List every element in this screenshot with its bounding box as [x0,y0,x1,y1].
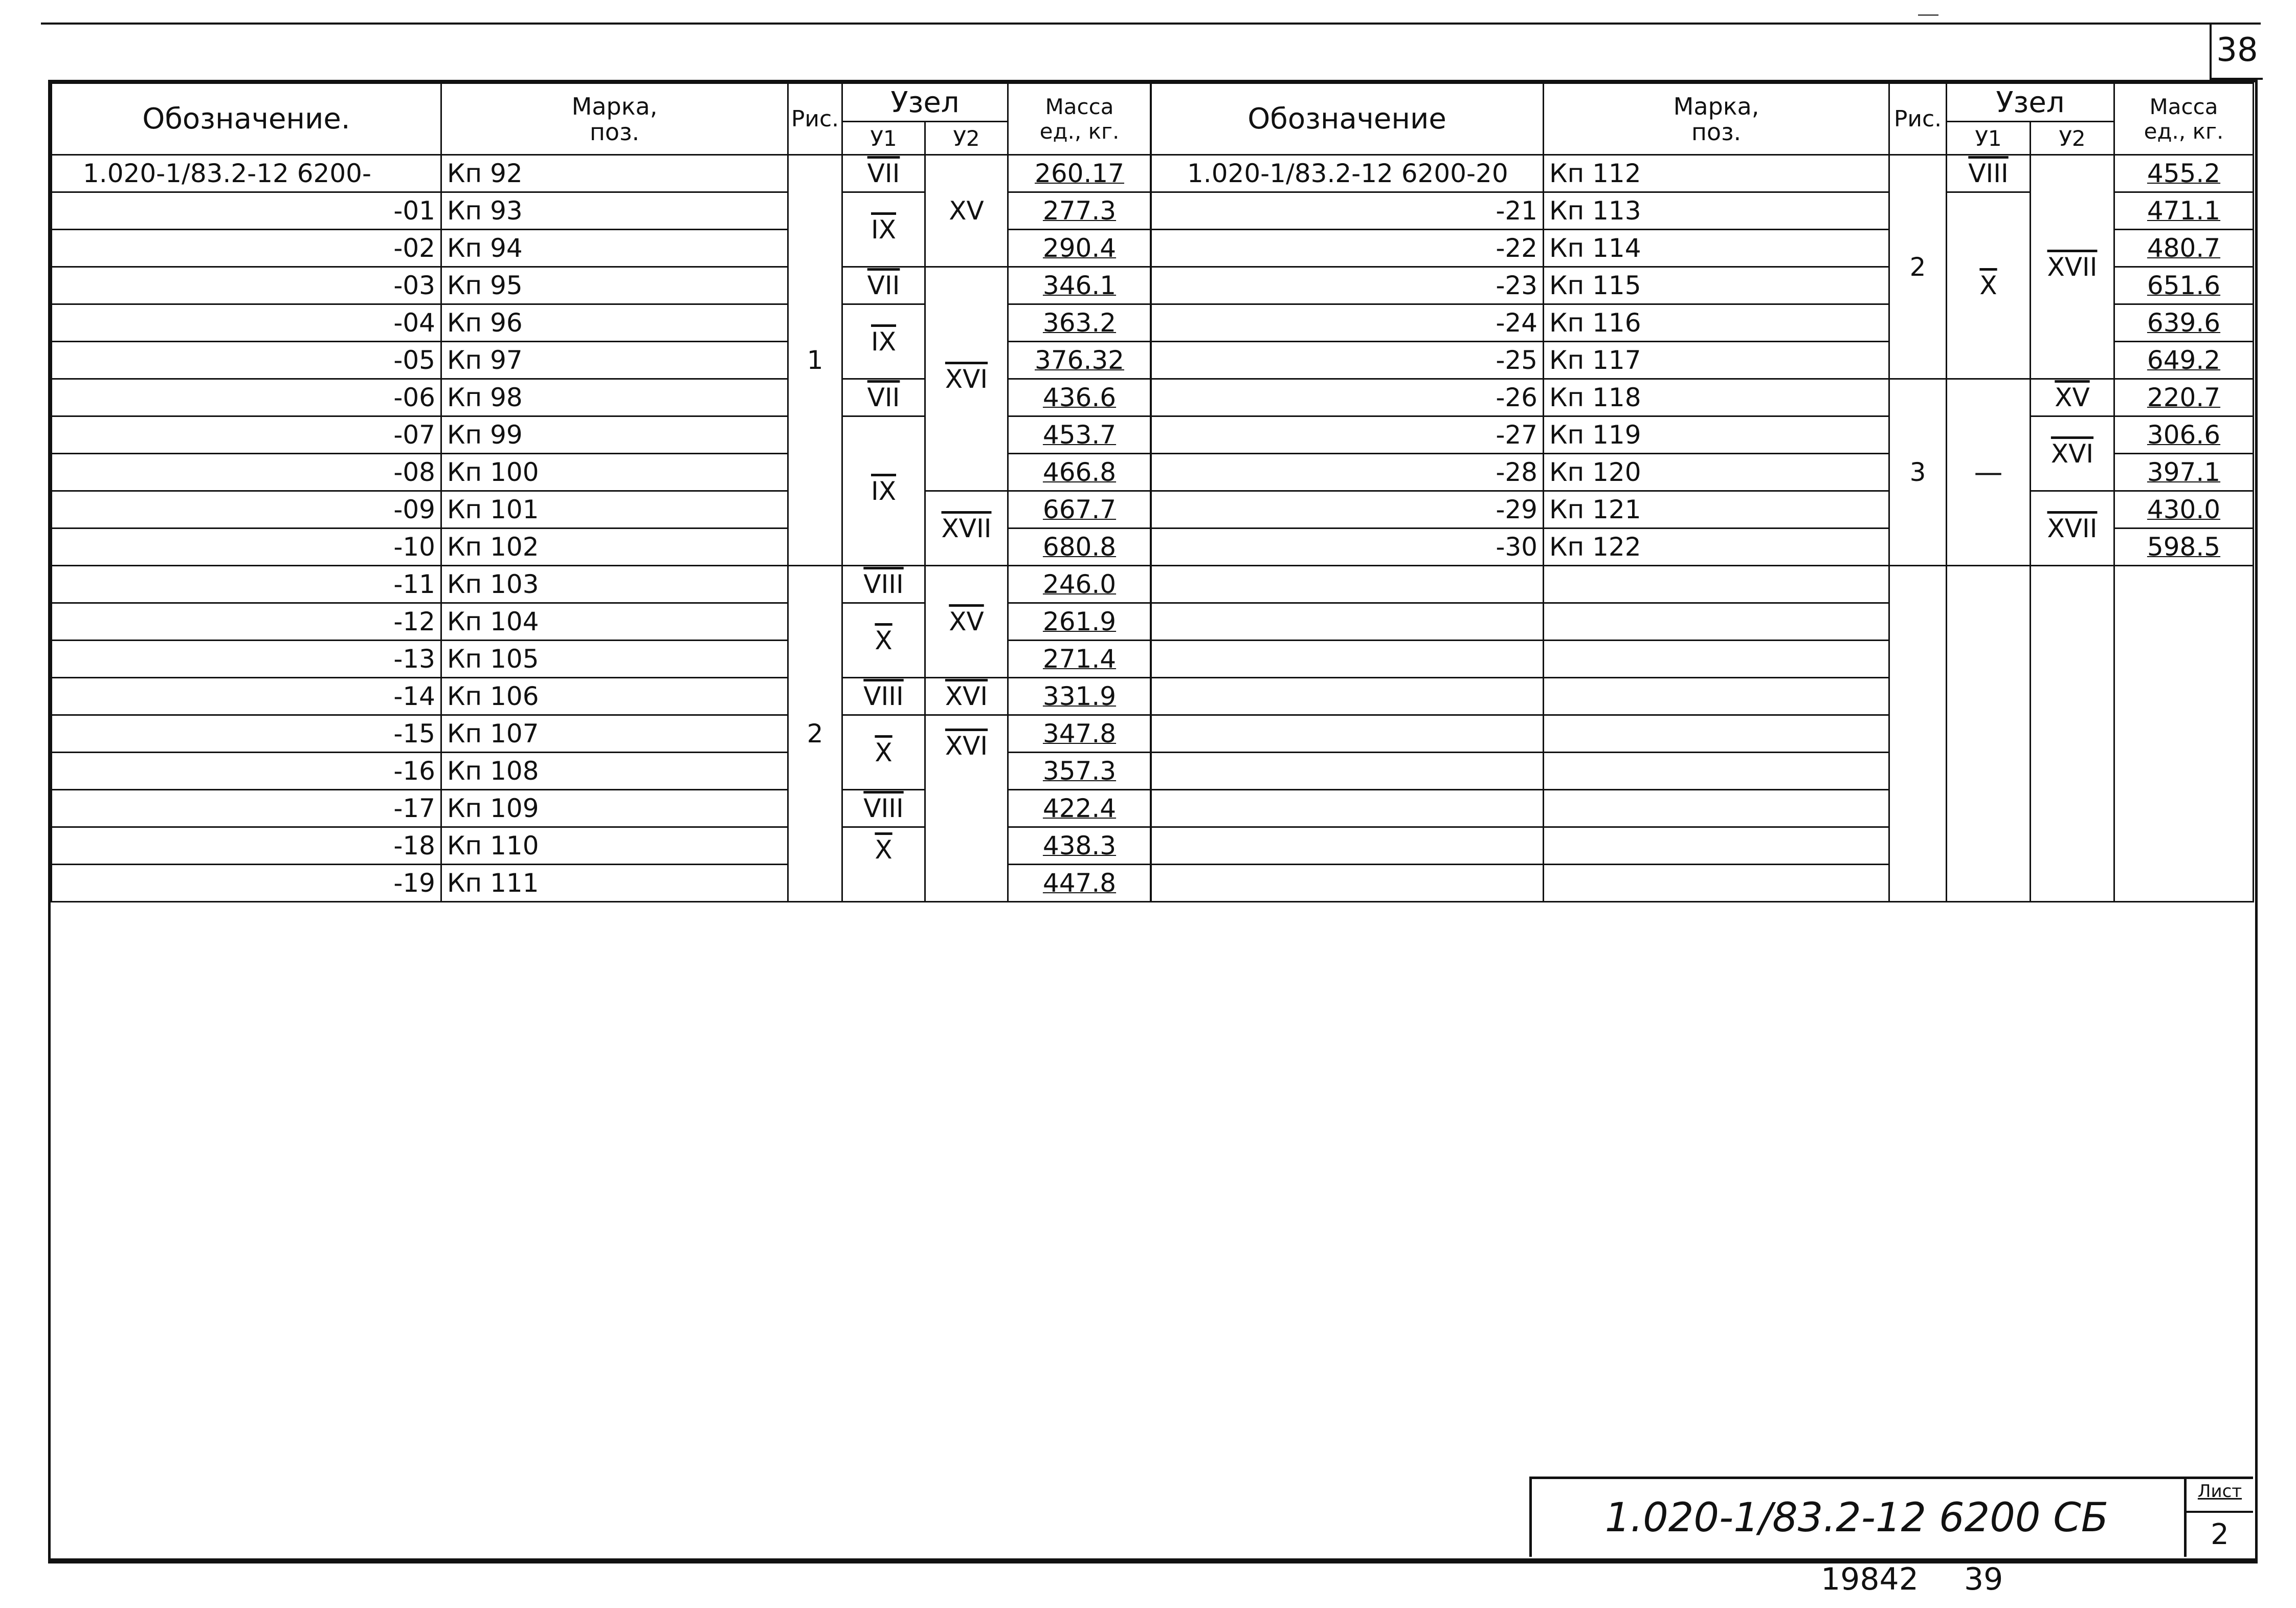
oboz-cell: -22 [1151,230,1544,267]
u2-node: $\overline{XVI}$ [925,267,1008,491]
oboz-cell: -12 [52,603,441,641]
mass-cell: 455.2 [2114,155,2254,192]
oboz-cell: -07 [52,416,441,454]
mass-cell: 220.7 [2114,379,2254,416]
marka-cell: Кп 113 [1544,192,1889,230]
top-tick [1918,14,1938,16]
u1-node: VIII [842,566,925,603]
archive-page: 39 [1964,1561,2003,1597]
mass-cell: 667.7 [1008,491,1151,528]
u2-node: XVII [2031,155,2114,379]
marka-cell: Кп 122 [1544,528,1889,566]
header-massa: Масса ед., кг. [2114,83,2254,155]
u1-node: $\overline{VII}$ [842,155,925,192]
u1-node: $\overline{X}$ [842,715,925,790]
mass-cell: 422.4 [1008,790,1151,827]
marka-cell: Кп 106 [441,678,788,715]
spec-table-right [1150,82,2254,902]
mass-cell: 261.9 [1008,603,1151,641]
table-row [52,566,1151,603]
table-row [1151,416,2254,454]
marka-cell: Кп 100 [441,454,788,491]
header-u1: У1 [842,122,925,155]
header-marka: Марка, поз. [1544,83,1889,155]
u2-node: $\overline{XVI}$ [925,715,1008,902]
u1-node: VIII [1947,155,2031,192]
marka-cell: Кп 117 [1544,342,1889,379]
marka-cell: Кп 111 [441,865,788,902]
mass-cell: 376.32 [1008,342,1151,379]
mass-cell: 649.2 [2114,342,2254,379]
mass-cell: 639.6 [2114,304,2254,342]
table-row [1151,379,2254,416]
table-row [52,491,1151,528]
oboz-cell: 1.020-1/83.2-12 6200-20 [1151,155,1544,192]
u1-node: VIII [842,790,925,827]
ris-cell: 1 [788,155,842,566]
oboz-cell: -08 [52,454,441,491]
u2-node: $\overline{XVI}$ [2031,416,2114,491]
mass-cell: 290.4 [1008,230,1151,267]
marka-cell: Кп 97 [441,342,788,379]
oboz-cell: -15 [52,715,441,753]
oboz-cell: -06 [52,379,441,416]
u1-node: $\overline{X}$ [1947,192,2031,379]
oboz-cell: -19 [52,865,441,902]
u1-node: $\overline{VII}$ [842,379,925,416]
marka-cell: Кп 116 [1544,304,1889,342]
mass-cell: 598.5 [2114,528,2254,566]
header-uzel: Узел [842,83,1008,122]
mass-cell: 436.6 [1008,379,1151,416]
oboz-cell: -01 [52,192,441,230]
mass-cell: 447.8 [1008,865,1151,902]
oboz-cell: -16 [52,753,441,790]
marka-cell: Кп 94 [441,230,788,267]
marka-cell: Кп 114 [1544,230,1889,267]
marka-cell: Кп 108 [441,753,788,790]
oboz-cell: -13 [52,641,441,678]
oboz-cell: -17 [52,790,441,827]
oboz-cell: 1.020-1/83.2-12 6200- [52,155,441,192]
mass-cell: 357.3 [1008,753,1151,790]
oboz-cell: -27 [1151,416,1544,454]
header-massa: Масса ед., кг. [1008,83,1151,155]
u1-node: $\overline{IX}$ [842,416,925,566]
header-ris: Рис. [788,83,842,155]
marka-cell: Кп 119 [1544,416,1889,454]
header-ris: Рис. [1889,83,1947,155]
table-row [52,155,1151,192]
header-u2: У2 [2031,122,2114,155]
marka-cell: Кп 104 [441,603,788,641]
mass-cell: 651.6 [2114,267,2254,304]
marka-cell: Кп 101 [441,491,788,528]
mass-cell: 438.3 [1008,827,1151,865]
mass-cell: 246.0 [1008,566,1151,603]
marka-cell: Кп 96 [441,304,788,342]
header-uzel: Узел [1947,83,2114,122]
marka-cell: Кп 95 [441,267,788,304]
archive-stamp [1821,1561,2039,1597]
mass-cell: 680.8 [1008,528,1151,566]
marka-cell: Кп 92 [441,155,788,192]
oboz-cell: -26 [1151,379,1544,416]
marka-cell: Кп 102 [441,528,788,566]
mass-cell: 453.7 [1008,416,1151,454]
table-row [1151,155,2254,192]
oboz-cell: -18 [52,827,441,865]
u2-node: $\overline{XV}$ [925,566,1008,678]
marka-cell: Кп 115 [1544,267,1889,304]
header-marka: Марка, поз. [441,83,788,155]
u1-node: $\overline{IX}$ [842,304,925,379]
oboz-cell: -21 [1151,192,1544,230]
ris-cell: 2 [1889,155,1947,379]
mass-cell: 480.7 [2114,230,2254,267]
table-row [52,267,1151,304]
oboz-cell: -23 [1151,267,1544,304]
sheet-number: 2 [2187,1511,2253,1557]
marka-cell: Кп 109 [441,790,788,827]
header-oboznachenie: Обозначение [1151,83,1544,155]
u1-node: $\overline{VII}$ [842,267,925,304]
table-row [52,678,1151,715]
mass-cell: 271.4 [1008,641,1151,678]
marka-cell: Кп 120 [1544,454,1889,491]
mass-cell: 331.9 [1008,678,1151,715]
table-row [52,715,1151,753]
oboz-cell: -02 [52,230,441,267]
u1-node: $\overline{IX}$ [842,192,925,267]
mass-cell: 260.17 [1008,155,1151,192]
oboz-cell: -03 [52,267,441,304]
top-border-line [41,23,2261,25]
ris-cell: 2 [788,566,842,902]
empty-row [1151,566,2254,603]
sheet-box [2184,1479,2253,1557]
marka-cell: Кп 93 [441,192,788,230]
oboz-cell: -24 [1151,304,1544,342]
u2-node: XV [925,155,1008,267]
u2-node: XVII [925,491,1008,566]
header-u2: У2 [925,122,1008,155]
u1-node: VIII [842,678,925,715]
ris-cell: 3 [1889,379,1947,566]
marka-cell: Кп 107 [441,715,788,753]
document-code: 1.020-1/83.2-12 6200 СБ [1604,1495,2109,1541]
mass-cell: 306.6 [2114,416,2254,454]
mass-cell: 430.0 [2114,491,2254,528]
mass-cell: 277.3 [1008,192,1151,230]
u1-node: $\overline{X}$ [842,827,925,902]
oboz-cell: -29 [1151,491,1544,528]
table-row [1151,491,2254,528]
oboz-cell: -25 [1151,342,1544,379]
mass-cell: 466.8 [1008,454,1151,491]
sheet-corner-number: 38 [2210,23,2263,80]
marka-cell: Кп 105 [441,641,788,678]
sheet-label: Лист [2197,1481,2242,1502]
mass-cell: 347.8 [1008,715,1151,753]
marka-cell: Кп 103 [441,566,788,603]
archive-number: 19842 [1821,1561,1919,1597]
u2-node: XVII [2031,491,2114,566]
oboz-cell: -09 [52,491,441,528]
spec-table-left [51,82,1152,902]
oboz-cell: -05 [52,342,441,379]
oboz-cell: -04 [52,304,441,342]
marka-cell: Кп 110 [441,827,788,865]
oboz-cell: -30 [1151,528,1544,566]
lower-blank-area [48,921,2258,1561]
mass-cell: 397.1 [2114,454,2254,491]
header-u1: У1 [1947,122,2031,155]
oboz-cell: -11 [52,566,441,603]
u2-node: $\overline{XVI}$ [925,678,1008,715]
header-oboznachenie: Обозначение. [52,83,441,155]
marka-cell: Кп 112 [1544,155,1889,192]
mass-cell: 363.2 [1008,304,1151,342]
marka-cell: Кп 121 [1544,491,1889,528]
marka-cell: Кп 98 [441,379,788,416]
u1-node: — [1947,379,2031,566]
mass-cell: 346.1 [1008,267,1151,304]
oboz-cell: -10 [52,528,441,566]
u2-node: $\overline{XV}$ [2031,379,2114,416]
u1-node: $\overline{X}$ [842,603,925,678]
title-stamp [1529,1477,2253,1557]
mass-cell: 471.1 [2114,192,2254,230]
marka-cell: Кп 99 [441,416,788,454]
oboz-cell: -14 [52,678,441,715]
oboz-cell: -28 [1151,454,1544,491]
marka-cell: Кп 118 [1544,379,1889,416]
